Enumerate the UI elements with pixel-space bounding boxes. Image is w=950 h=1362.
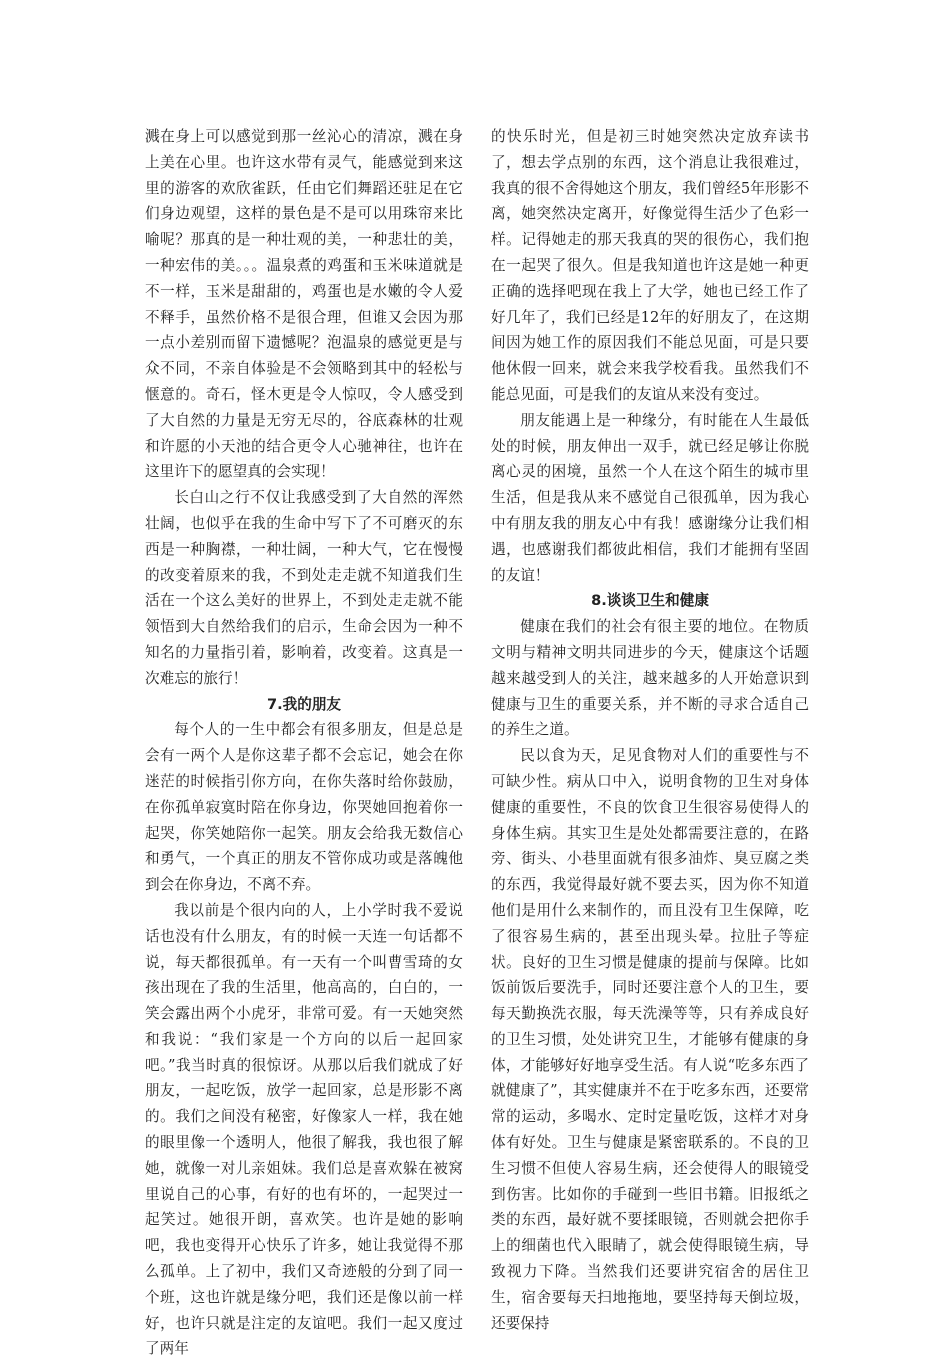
paragraph: 长白山之行不仅让我感受到了大自然的浑然壮阔，也似乎在我的生命中写下了不可磨灭的东西是一种胸襟，一种壮阔，一种大气，它在慢慢的改变着原来的我，不到处走走就不知道我们生活在一个这么美好的世界上，不到处走走就不能领悟到大自然给我们的启示，生命会因为一种不知名的力量指引着，影响着，改变着。这真是一次难忘的旅行！ [145,489,463,687]
left-column [145,124,463,1362]
paragraph-continued: 溅在身上可以感觉到那一丝沁心的清凉，溅在身上美在心里。也许这水带有灵气，能感觉到来这里的游客的欢欣雀跃，任由它们舞蹈还驻足在它们身边观望，这样的景色是不是可以用珠帘来比喻呢？那真的是一种壮观的美，一种悲壮的美，一种宏伟的美。。。温泉煮的鸡蛋和玉米味道就是不一样，玉米是甜甜的，鸡蛋也是水嫩的令人爱不释手，虽然价格不是很合理，但谁又会因为那一点小差别而留下遗憾呢？泡温泉的感觉更是与众不同，不亲自体验是不会领略到其中的轻松与惬意的。奇石，怪木更是令人惊叹，令人感受到了大自然的力量是无穷无尽的，谷底森林的壮观和许愿的小天池的结合更令人心驰神往，也许在这里许下的愿望真的会实现！ [145,128,463,481]
paragraph: 朋友能遇上是一种缘分，有时能在人生最低处的时候，朋友伸出一双手，就已经足够让你脱离心灵的困境，虽然一个人在这个陌生的城市里生活，但是我从来不感觉自己很孤单，因为我心中有朋友我的朋友心中有我！感谢缘分让我们相遇，也感谢我们都彼此相信，我们才能拥有坚固的友谊！ [491,411,809,584]
paragraph: 每个人的一生中都会有很多朋友，但是总是会有一两个人是你这辈子都不会忘记，她会在你迷茫的时候指引你方向，在你失落时给你鼓励，在你孤单寂寞时陪在你身边，你哭她回抱着你一起哭，你笑她陪你一起笑。朋友会给我无数信心和勇气，一个真正的朋友不管你成功或是落魄他到会在你身边，不离不弃。 [145,721,463,894]
section-heading-8: 8.谈谈卫生和健康 [591,592,709,610]
right-column [491,124,809,1336]
paragraph: 民以食为天，足见食物对人们的重要性与不可缺少性。病从口中入，说明食物的卫生对身体健康的重要性，不良的饮食卫生很容易使得人的身体生病。其实卫生是处处都需要注意的，在路旁、街头、小巷里面就有很多油炸、臭豆腐之类的东西，我觉得最好就不要去买，因为你不知道他们是用什么来制作的，而且没有卫生保障，吃了很容易生病的，甚至出现头晕。拉肚子等症状。良好的卫生习惯是健康的提前与保障。比如饭前饭后要洗手，同时还要注意个人的卫生，要每天勤换洗衣服，每天洗澡等等，只有养成良好的卫生习惯，处处讲究卫生，才能够有健康的身体，才能够好好地享受生活。有人说“吃多东西了就健康了”，其实健康并不在于吃多东西，还要常常的运动，多喝水、定时定量吃饭，这样才对身体有好处。卫生与健康是紧密联系的。不良的卫生习惯不但使人容易生病，还会使得人的眼镜受到伤害。比如你的手碰到一些旧书籍。旧报纸之类的东西，最好就不要揉眼镜，否则就会把你手上的细菌也代入眼睛了，就会使得眼镜生病，导致视力下降。当然我们还要讲究宿舍的居住卫生，宿舍要每天扫地拖地，要坚持每天倒垃圾，还要保持 [491,747,809,1332]
paragraph: 我以前是个很内向的人，上小学时我不爱说话也没有什么朋友，有的时候一天连一句话都不说，每天都很孤单。有一天有一个叫曹雪琦的女孩出现在了我的生活里，他高高的，白白的，一笑会露出两个小虎牙，非常可爱。有一天她突然和我说：“我们家是一个方向的以后一起回家吧。”我当时真的很惊讶。从那以后我们就成了好朋友，一起吃饭，放学一起回家，总是形影不离的。我们之间没有秘密，好像家人一样，我在她的眼里像一个透明人，他很了解我，我也很了解她，就像一对儿亲姐妹。我们总是喜欢躲在被窝里说自己的心事，有好的也有坏的，一起哭过一起笑过。她很开朗，喜欢笑。也许是她的影响吧，我也变得开心快乐了许多，她让我觉得不那么孤单。上了初中，我们又奇迹般的分到了同一个班，这也许就是缘分吧，我们还是像以前一样好，也许只就是注定的友谊吧。我们一起又度过了两年 [145,901,463,1358]
paragraph-continued: 的快乐时光，但是初三时她突然决定放弃读书了，想去学点别的东西，这个消息让我很难过，我真的很不舍得她这个朋友，我们曾经5年形影不离，她突然决定离开，好像觉得生活少了色彩一样。记得她走的那天我真的哭的很伤心，我们抱在一起哭了很久。但是我知道也许这是她一种更正确的选择吧现在我上了大学，她也已经工作了好几年了，我们已经是12年的好朋友了，在这期间因为她工作的原因我们不能总见面，可是只要他休假一回来，就会来我学校看我。虽然我们不能总见面，可是我们的友谊从来没有变过。 [491,128,809,403]
section-heading-7: 7.我的朋友 [266,695,342,713]
paragraph: 健康在我们的社会有很主要的地位。在物质文明与精神文明共同进步的今天，健康这个话题越来越受到人的关注，越来越多的人开始意识到健康与卫生的重要关系，并不断的寻求合适自己的养生之道。 [491,618,809,739]
